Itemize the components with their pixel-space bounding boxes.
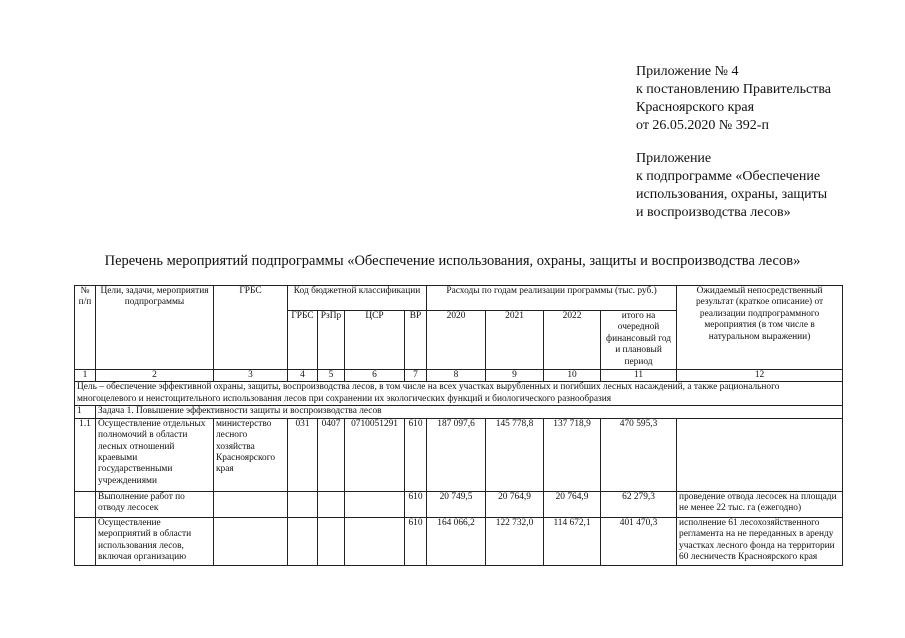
task-row: [75, 406, 843, 418]
subheader-rzpr: РзПр: [318, 311, 345, 370]
row-num: [75, 517, 96, 565]
row-grbs: [288, 491, 318, 517]
appendix-4-caption: [636, 63, 896, 135]
goal-row: [75, 382, 843, 406]
row-total: 470 595,3: [601, 418, 677, 491]
row-2021: 122 732,0: [486, 517, 544, 565]
subheader-vr: ВР: [405, 311, 427, 370]
goal-text: Цель – обеспечение эффективной охраны, защиты, воспроизводства лесов, в том числе на всех участках вырубленных и погибших лесных насаждений, а также рационального многоцелевого и неистощительного использования лесов при сохранении их экологических функций и биологического разнообразия: [75, 382, 843, 406]
subheader-2020: 2020: [427, 311, 486, 370]
column-number: 2: [96, 370, 214, 382]
task-num: 1: [75, 406, 96, 418]
column-number: 9: [486, 370, 544, 382]
row-result: [677, 418, 843, 491]
column-number: 5: [318, 370, 345, 382]
header-grbs: ГРБС: [214, 286, 288, 370]
header-goals: Цели, задачи, мероприятия подпрограммы: [96, 286, 214, 370]
row-2020: 20 749,5: [427, 491, 486, 517]
row-csr: [345, 491, 405, 517]
row-name: Осуществление отдельных полномочий в области лесных отношений краевыми государственными учреждениями: [96, 418, 214, 491]
row-2022: 20 764,9: [544, 491, 601, 517]
row-rzpr: [318, 517, 345, 565]
row-vr: 610: [405, 517, 427, 565]
row-name: Выполнение работ по отводу лесосек: [96, 491, 214, 517]
column-number: 4: [288, 370, 318, 382]
events-table: [74, 285, 843, 566]
subprogram-appendix-line-1: Приложение: [636, 151, 712, 166]
header-expenses: Расходы по годам реализации программы (тыс. руб.): [427, 286, 677, 311]
column-number: 10: [544, 370, 601, 382]
column-number-row: [75, 370, 843, 382]
row-total: 62 279,3: [601, 491, 677, 517]
appendix-4-line-2: к постановлению Правительства: [636, 82, 832, 97]
subprogram-appendix-line-2: к подпрограмме «Обеспечение: [636, 169, 821, 184]
subprogram-appendix-line-4: и воспроизводства лесов»: [636, 205, 791, 220]
row-grbs: [288, 517, 318, 565]
column-number: 1: [75, 370, 96, 382]
subheader-2021: 2021: [486, 311, 544, 370]
row-csr: 0710051291: [345, 418, 405, 491]
row-rzpr: 0407: [318, 418, 345, 491]
subheader-2022: 2022: [544, 311, 601, 370]
row-grbs-name: [214, 491, 288, 517]
row-2022: 114 672,1: [544, 517, 601, 565]
row-total: 401 470,3: [601, 517, 677, 565]
document-title: Перечень мероприятий подпрограммы «Обеспечение использования, охраны, защиты и воспроизводства лесов»: [104, 253, 801, 269]
row-rzpr: [318, 491, 345, 517]
table-row: [75, 491, 843, 517]
appendix-4-line-3: Красноярского края: [636, 100, 755, 115]
column-number: 12: [677, 370, 843, 382]
row-2020: 164 066,2: [427, 517, 486, 565]
appendix-4-line-4: от 26.05.2020 № 392-п: [636, 118, 769, 133]
row-num: 1.1: [75, 418, 96, 491]
table-row: [75, 517, 843, 565]
column-number: 3: [214, 370, 288, 382]
row-grbs-name: [214, 517, 288, 565]
header-budget-code: Код бюджетной классификации: [288, 286, 427, 311]
row-2022: 137 718,9: [544, 418, 601, 491]
row-2020: 187 097,6: [427, 418, 486, 491]
table-row: [75, 418, 843, 491]
subheader-csr: ЦСР: [345, 311, 405, 370]
row-csr: [345, 517, 405, 565]
task-text: Задача 1. Повышение эффективности защиты и воспроизводства лесов: [96, 406, 843, 418]
row-grbs: 031: [288, 418, 318, 491]
row-2021: 145 778,8: [486, 418, 544, 491]
column-number: 7: [405, 370, 427, 382]
row-name: Осуществление мероприятий в области использования лесов, включая организацию: [96, 517, 214, 565]
header-num: № п/п: [75, 286, 96, 370]
row-2021: 20 764,9: [486, 491, 544, 517]
row-grbs-name: министерство лесного хозяйства Красноярского края: [214, 418, 288, 491]
header-result: Ожидаемый непосредственный результат (краткое описание) от реализации подпрограммного мероприятия (в том числе в натуральном выражении): [677, 286, 843, 370]
column-number: 11: [601, 370, 677, 382]
column-number: 8: [427, 370, 486, 382]
row-result: исполнение 61 лесохозяйственного регламента на не переданных в аренду участках лесного фонда на территории 60 лесничеств Красноярского края: [677, 517, 843, 565]
subheader-grbs: ГРБС: [288, 311, 318, 370]
appendix-4-line-1: Приложение № 4: [636, 64, 739, 79]
row-vr: 610: [405, 418, 427, 491]
row-result: проведение отвода лесосек на площади не менее 22 тыс. га (ежегодно): [677, 491, 843, 517]
subprogram-appendix-line-3: использования, охраны, защиты: [636, 187, 828, 202]
subheader-total: итого на очередной финансовый год и плановый период: [601, 311, 677, 370]
row-vr: 610: [405, 491, 427, 517]
column-number: 6: [345, 370, 405, 382]
subprogram-appendix-caption: [636, 150, 896, 222]
row-num: [75, 491, 96, 517]
